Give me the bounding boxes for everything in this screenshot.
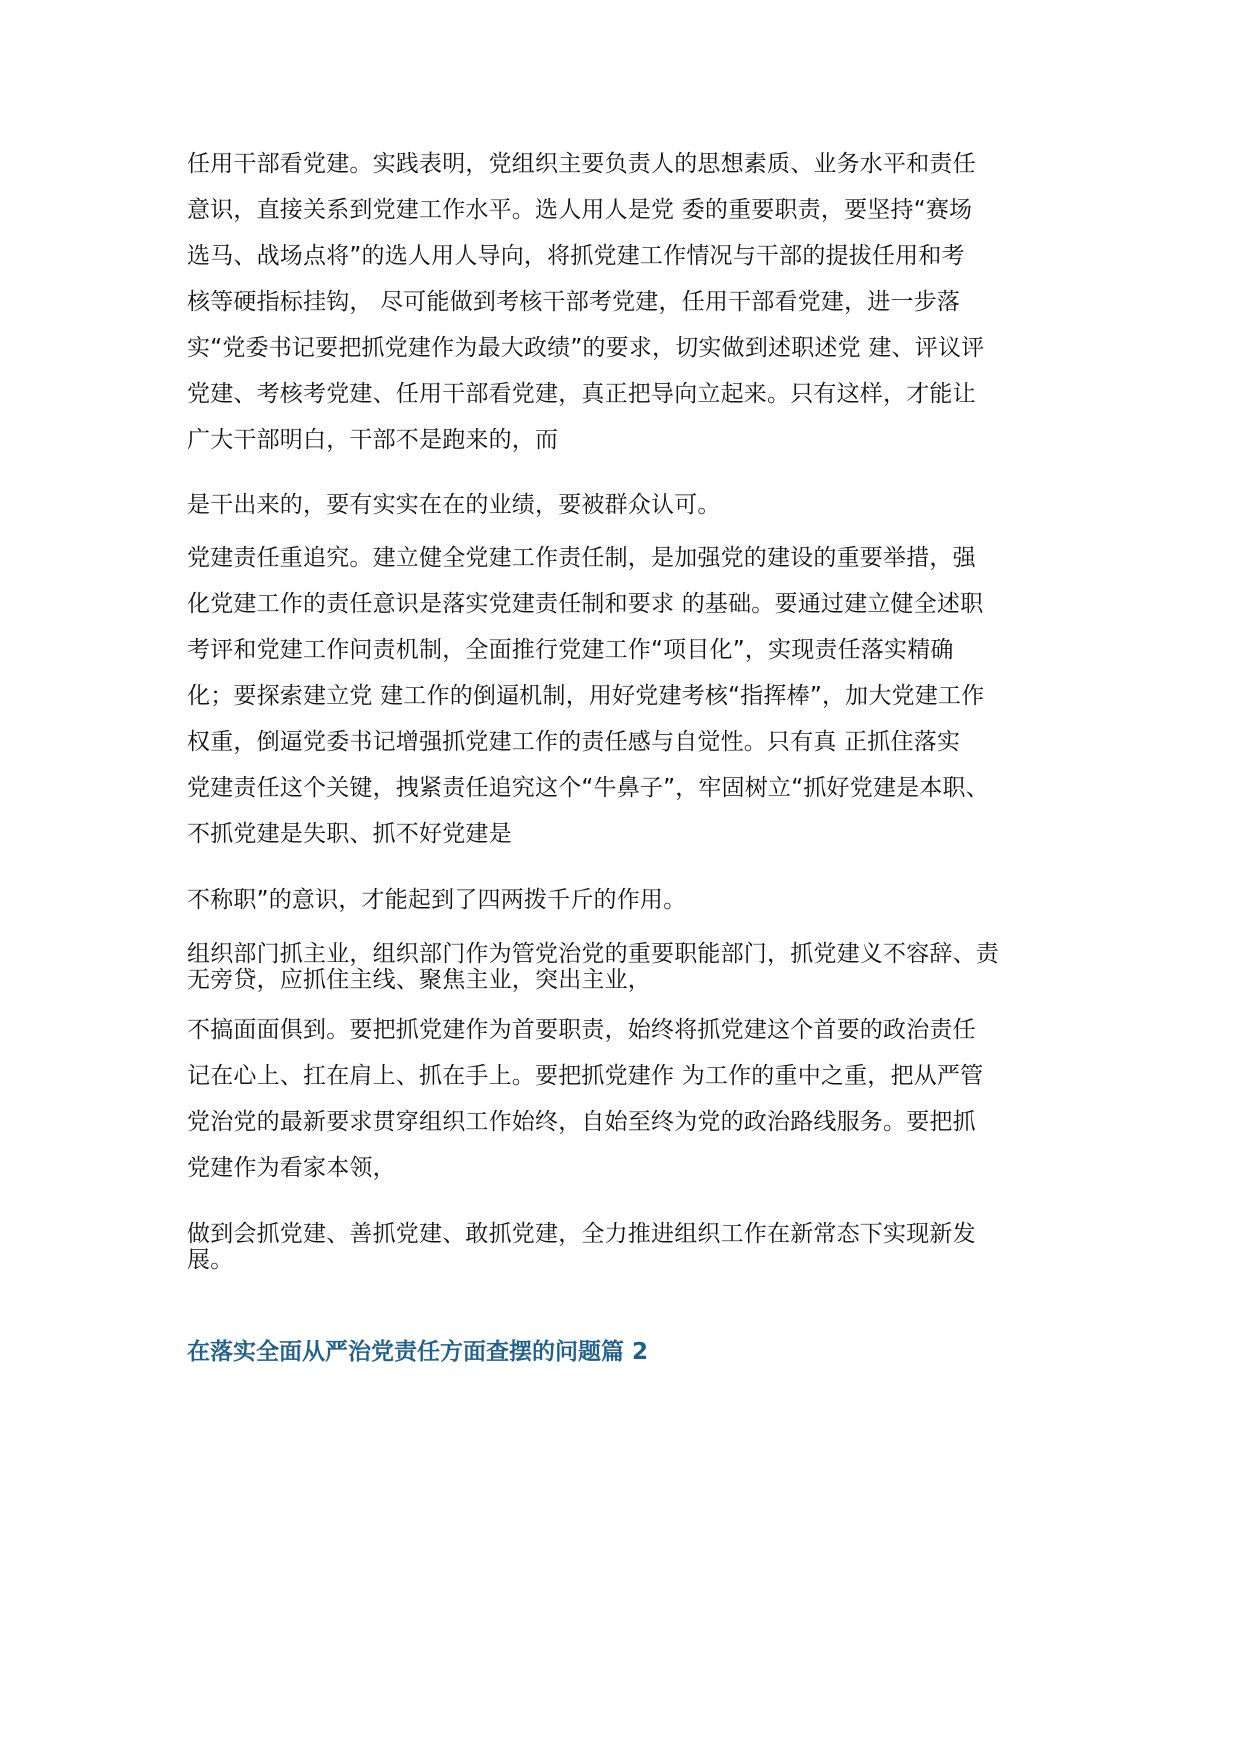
paragraph-line: 任用干部看党建。实践表明，党组织主要负责人的思想素质、业务水平和责任 — [187, 151, 976, 177]
paragraph-line: 党建责任这个关键，拽紧责任追究这个“牛鼻子”，牢固树立“抓好党建是本职、 — [187, 775, 989, 801]
paragraph-line: 不搞面面俱到。要把抓党建作为首要职责，始终将抓党建这个首要的政治责任 — [187, 1017, 976, 1043]
paragraph-line: 核等硬指标挂钩， 尽可能做到考核干部考党建，任用干部看党建，进一步落 — [187, 289, 961, 315]
paragraph-line: 党治党的最新要求贯穿组织工作始终，自始至终为党的政治路线服务。要把抓 — [187, 1109, 976, 1135]
paragraph-line: 不称职”的意识，才能起到了四两拨千斤的作用。 — [187, 887, 687, 913]
paragraph-line: 党建作为看家本领， — [187, 1155, 396, 1181]
paragraph-line: 广大干部明白，干部不是跑来的，而 — [187, 427, 559, 453]
paragraph-line: 党建责任重追究。建立健全党建工作责任制，是加强党的建设的重要举措，强 — [187, 545, 976, 571]
paragraph-line: 化；要探索建立党 建工作的倒逼机制，用好党建考核“指挥棒”，加大党建工作 — [187, 683, 985, 709]
paragraph-line: 无旁贷，应抓住主线、聚焦主业，突出主业， — [187, 967, 651, 993]
paragraph-line: 选马、战场点将”的选人用人导向，将抓党建工作情况与干部的提拔任用和考 — [187, 243, 965, 269]
paragraph-line: 展。 — [187, 1247, 234, 1273]
section-heading: 在落实全面从严治党责任方面查摆的问题篇 2 — [187, 1339, 649, 1365]
paragraph-line: 党建、考核考党建、任用干部看党建，真正把导向立起来。只有这样，才能让 — [187, 381, 976, 407]
paragraph-line: 记在心上、扛在肩上、抓在手上。要把抓党建作 为工作的重中之重，把从严管 — [187, 1063, 984, 1089]
paragraph-line: 考评和党建工作问责机制，全面推行党建工作“项目化”，实现责任落实精确 — [187, 637, 954, 663]
paragraph-line: 意识，直接关系到党建工作水平。选人用人是党 委的重要职责，要坚持“赛场 — [187, 197, 973, 223]
paragraph-line: 组织部门抓主业，组织部门作为管党治党的重要职能部门，抓党建义不容辞、责 — [187, 941, 999, 967]
paragraph-line: 做到会抓党建、善抓党建、敢抓党建，全力推进组织工作在新常态下实现新发 — [187, 1221, 976, 1247]
paragraph-line: 化党建工作的责任意识是落实党建责任制和要求 的基础。要通过建立健全述职 — [187, 591, 984, 617]
paragraph-line: 是干出来的，要有实实在在的业绩，要被群众认可。 — [187, 492, 721, 518]
paragraph-line: 不抓党建是失职、抓不好党建是 — [187, 821, 512, 847]
paragraph-line: 权重，倒逼党委书记增强抓党建工作的责任感与自觉性。只有真 正抓住落实 — [187, 729, 961, 755]
paragraph-line: 实“党委书记要把抓党建作为最大政绩”的要求，切实做到述职述党 建、评议评 — [187, 335, 985, 361]
